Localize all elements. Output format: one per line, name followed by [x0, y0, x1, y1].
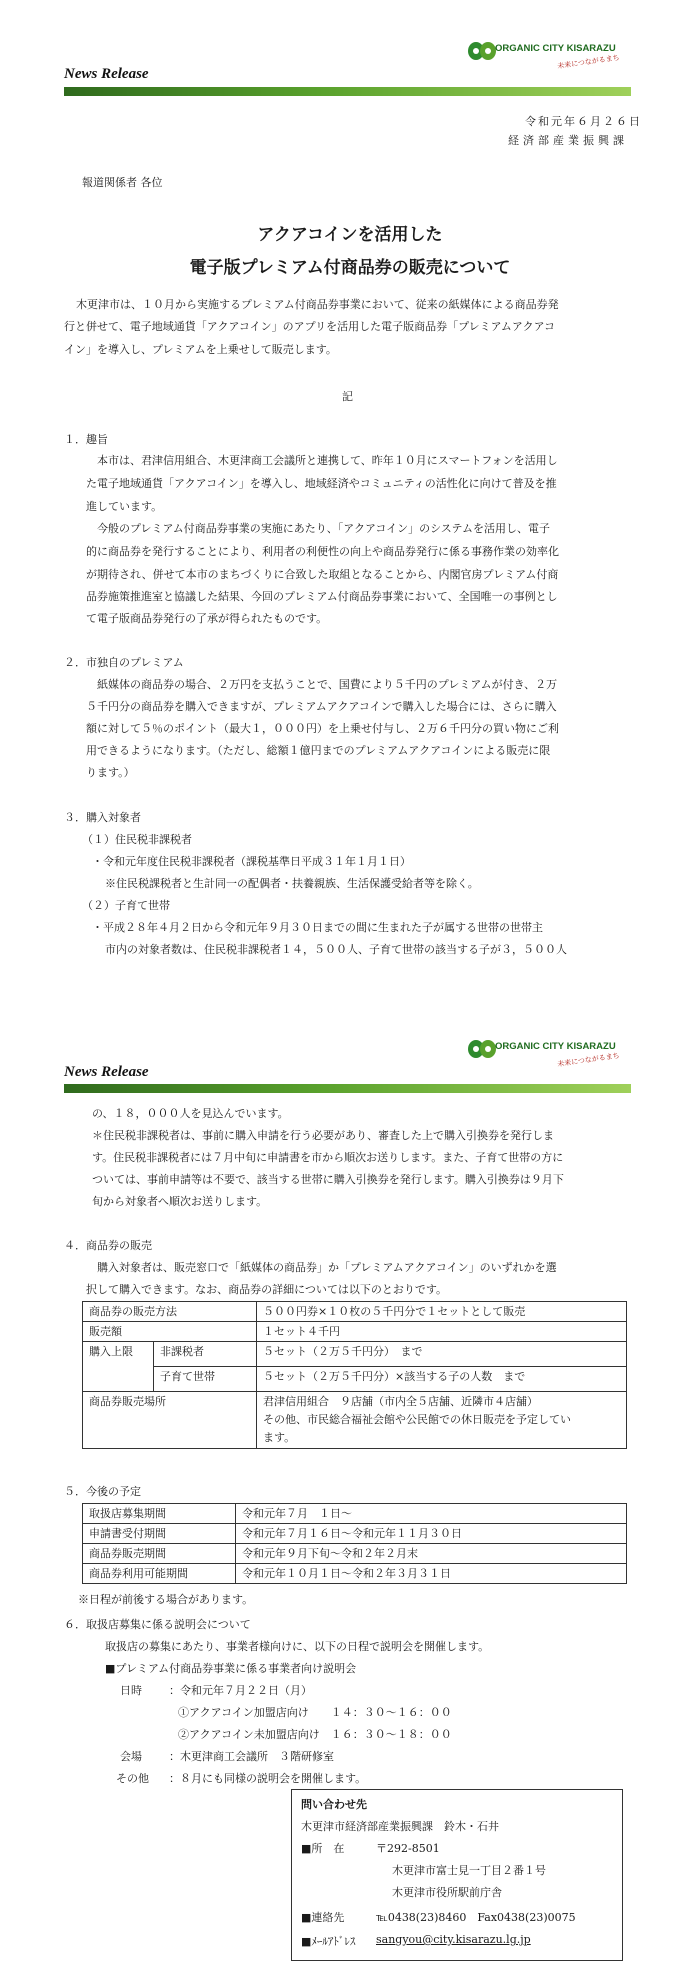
logo-brand-text: ORGANIC CITY KISARAZU [495, 1041, 616, 1052]
table-row [83, 1302, 627, 1322]
section-heading: ４．商品券の販売 [64, 1239, 152, 1252]
logo-brand-text: ORGANIC CITY KISARAZU [495, 43, 616, 54]
other-label: その他 [116, 1772, 149, 1785]
contact-title: 問い合わせ先 [301, 1798, 367, 1811]
venue-label: 会場 [120, 1750, 142, 1763]
news-release-title: News Release [64, 1064, 149, 1080]
body-line: 今般のプレミアム付商品券事業の実施にあたり、「アクアコイン」のシステムを活用し、電子 [97, 522, 550, 535]
table-cell: ５セット（２万５千円分）×該当する子の人数 まで [257, 1367, 627, 1392]
contact-mail[interactable]: sangyou@city.kisarazu.lg.jp [376, 1933, 531, 1946]
logo-tagline: 未来につながるまち [556, 53, 621, 71]
table-cell: 令和元年１０月１日～令和２年３月３１日 [236, 1564, 627, 1584]
header-bar [64, 87, 631, 96]
body-line: が期待され、併せて本市のまちづくりに合致した取組となることから、内閣官房プレミアム付商 [86, 568, 559, 581]
page-title-line2: 電子版プレミアム付商品券の販売について [189, 258, 511, 278]
sub-heading: ■プレミアム付商品券事業に係る事業者向け説明会 [105, 1662, 357, 1675]
release-date: 令和元年６月２６日 [525, 115, 642, 128]
section-heading: ３．購入対象者 [64, 811, 141, 824]
leaf-logo-icon [467, 1038, 497, 1064]
date-label: 日時 [120, 1684, 142, 1697]
section-heading: ２．市独自のプレミアム [64, 656, 184, 669]
schedule-table [82, 1503, 627, 1584]
body-line: の、１８，０００人を見込んでいます。 [92, 1107, 289, 1120]
body-line: 品券施策推進室と協議した結果、今回のプレミアム付商品券事業において、全国唯一の事例とし [86, 590, 558, 603]
table-cell: 令和元年９月下旬～令和２年２月末 [236, 1544, 627, 1564]
table-cell: 取扱店募集期間 [83, 1504, 236, 1524]
body-line: す。住民税非課税者には７月中旬に申請書を市から順次お送りします。また、子育て世帯の方に [92, 1151, 564, 1164]
intro-line: 木更津市は、１０月から実施するプレミアム付商品券事業において、従来の紙媒体による商品券発 [76, 298, 559, 311]
list-item: ・令和元年度住民税非課税者（課税基準日平成３１年１月１日） [92, 855, 411, 868]
table-row [83, 1564, 627, 1584]
table-cell: ５セット（２万５千円分） まで [257, 1342, 627, 1367]
contact-postal: 〒292-8501 [376, 1842, 440, 1855]
body-line: 進しています。 [86, 500, 163, 513]
department: 経済部産業振興課 [508, 134, 628, 147]
contact-address-line: 木更津市役所駅前庁舎 [392, 1886, 502, 1899]
table-cell: 販売額 [83, 1322, 257, 1342]
body-line: 額に対して５％のポイント（最大１，０００円）を上乗せ付与し、２万６千円分の買い物にご利 [86, 722, 559, 735]
section-heading: ６．取扱店募集に係る説明会について [64, 1618, 251, 1631]
table-cell: 非課税者 [154, 1342, 257, 1367]
table-row [83, 1544, 627, 1564]
place-line: ます。 [263, 1431, 296, 1444]
page-title-line1: アクアコインを活用した [257, 225, 443, 245]
table-cell: 子育て世帯 [154, 1367, 257, 1392]
header-bar [64, 1084, 631, 1093]
sub-heading: （１）住民税非課税者 [82, 833, 192, 846]
table-cell: 商品券利用可能期間 [83, 1564, 236, 1584]
logo-tagline: 未来につながるまち [556, 1051, 621, 1069]
intro-line: 行と併せて、電子地域通貨「アクアコイン」のアプリを活用した電子版商品券「プレミアムアクアコ [64, 320, 556, 333]
news-release-title: News Release [64, 66, 149, 82]
table-row [83, 1524, 627, 1544]
sales-table [82, 1301, 627, 1449]
body-line: 紙媒体の商品券の場合、２万円を支払うことで、国費により５千円のプレミアムが付き、２万 [97, 678, 558, 691]
leaf-logo-icon [467, 40, 497, 66]
addressee: 報道関係者 各位 [82, 176, 163, 189]
table-row [83, 1342, 627, 1367]
body-line: 取扱店の募集にあたり、事業者様向けに、以下の日程で説明会を開催します。 [105, 1640, 490, 1653]
table-row [83, 1392, 627, 1449]
contact-mail-label: ■ﾒｰﾙｱﾄﾞﾚｽ [301, 1935, 356, 1948]
contact-box [291, 1789, 623, 1961]
table-cell: 購入上限 [83, 1342, 154, 1392]
body-line: ついては、事前申請等は不要で、該当する世帯に購入引換券を発行します。購入引換券は９月下 [92, 1173, 564, 1186]
table-cell: 商品券販売期間 [83, 1544, 236, 1564]
sub-heading: （２）子育て世帯 [82, 899, 170, 912]
session-line: ②アクアコイン未加盟店向け １６：３０～１８：００ [178, 1728, 452, 1741]
section-heading: ５．今後の予定 [64, 1485, 141, 1498]
table-cell: 申請書受付期間 [83, 1524, 236, 1544]
table-cell [257, 1392, 627, 1449]
body-line: 購入対象者は、販売窓口で「紙媒体の商品券」か「プレミアムアクアコイン」のいずれかを選 [97, 1261, 557, 1274]
section-heading: １．趣旨 [64, 433, 108, 446]
body-line: 旬から対象者へ順次お送りします。 [92, 1195, 268, 1208]
contact-address-line: 木更津市富士見一丁目２番１号 [392, 1864, 546, 1877]
body-line: 択して購入できます。なお、商品券の詳細については以下のとおりです。 [86, 1283, 448, 1296]
body-line: ります。） [86, 766, 135, 779]
list-item: ・平成２８年４月２日から令和元年９月３０日までの間に生まれた子が属する世帯の世帯主 [92, 921, 543, 934]
table-row [83, 1504, 627, 1524]
organic-city-logo [467, 40, 627, 84]
contact-address-label: ■所 在 [301, 1842, 345, 1855]
body-line: ５千円分の商品券を購入できますが、プレミアムアクアコインで購入した場合には、さらに購入 [86, 700, 557, 713]
ki-mark: 記 [342, 390, 353, 403]
contact-tel-label: ■連絡先 [301, 1911, 345, 1924]
date-value: ：令和元年７月２２日（月） [169, 1684, 312, 1697]
body-line: 市内の対象者数は、住民税非課税者１４，５００人、子育て世帯の該当する子が３，５００人 [105, 943, 567, 956]
intro-line: イン」を導入し、プレミアムを上乗せして販売します。 [64, 343, 337, 356]
body-line: ＊住民税非課税者は、事前に購入申請を行う必要があり、審査した上で購入引換券を発行しま [92, 1129, 554, 1142]
session-line: ①アクアコイン加盟店向け １４：３０～１６：００ [178, 1706, 452, 1719]
note-line: ※日程が前後する場合があります。 [78, 1593, 254, 1606]
table-cell: 商品券の販売方法 [83, 1302, 257, 1322]
table-row [83, 1367, 627, 1392]
table-row [83, 1322, 627, 1342]
table-cell: 令和元年７月１６日～令和元年１１月３０日 [236, 1524, 627, 1544]
place-line: 君津信用組合 ９店舗（市内全５店舗、近隣市４店舗） [263, 1395, 538, 1408]
venue-value: ：木更津商工会議所 ３階研修室 [169, 1750, 334, 1763]
place-line: その他、市民総合福祉会館や公民館での休日販売を予定してい [263, 1413, 571, 1426]
table-cell: 商品券販売場所 [83, 1392, 257, 1449]
contact-tel: ℡0438(23)8460 Fax0438(23)0075 [376, 1911, 576, 1924]
contact-org: 木更津市経済部産業振興課 鈴木・石井 [301, 1820, 499, 1833]
body-line: 本市は、君津信用組合、木更津商工会議所と連携して、昨年１０月にスマートフォンを活用し [97, 454, 558, 467]
table-cell: ５００円券×１０枚の５千円分で１セットとして販売 [257, 1302, 627, 1322]
table-cell: 令和元年７月 １日～ [236, 1504, 627, 1524]
other-value: ：８月にも同様の説明会を開催します。 [169, 1772, 367, 1785]
body-line: 的に商品券を発行することにより、利用者の利便性の向上や商品券発行に係る事務作業の効率化 [86, 545, 559, 558]
body-line: 用できるようになります。（ただし、総額１億円までのプレミアムアクアコインによる販売に限 [86, 744, 551, 757]
table-cell: １セット４千円 [257, 1322, 627, 1342]
organic-city-logo [467, 1038, 627, 1082]
body-line: た電子地域通貨「アクアコイン」を導入し、地域経済やコミュニティの活性化に向けて普及を推 [86, 477, 557, 490]
note-line: ※住民税課税者と生計同一の配偶者・扶養親族、生活保護受給者等を除く。 [105, 877, 479, 890]
body-line: て電子版商品券発行の了承が得られたものです。 [86, 612, 328, 625]
